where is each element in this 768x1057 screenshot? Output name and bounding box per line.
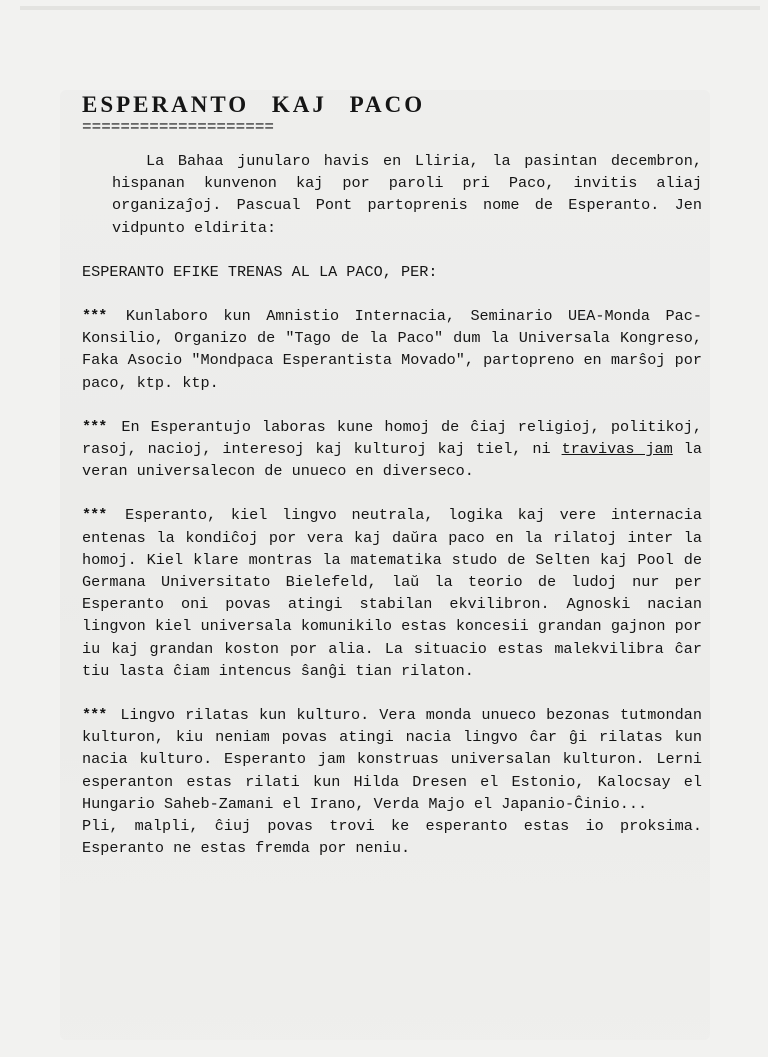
list-item: [82, 305, 702, 394]
list-item-text: En Esperantujo laboras kune homoj de ĉiaj religioj, politikoj, rasoj, nacioj, interesoj kaj kulturoj kaj tiel, ni: [82, 417, 702, 459]
list-item-text: Kunlaboro kun Amnistio Internacia, Seminario UEA-Monda Pac-Konsilio, Organizo de "Tago de la Paco" dum la Universala Kongreso, Faka Asocio "Mondpaca Esperantista Movado", partopreno en marŝoj por paco, ktp. ktp.: [82, 307, 702, 392]
list-item: [82, 704, 702, 815]
list-item-text: Lingvo rilatas kun kulturo. Vera monda unueco bezonas tutmondan kulturon, kiu neniam povas atingi nacia lingvo ĉar ĝi rilatas kun nacia kulturo. Esperanto jam konstruas universalan kulturon. Lerni esperanton estas rilati kun Hilda Dresen el Estonio, Kalocsay el Hungario Saheb-Zamani el Irano, Verda Majo el Japanio-Ĉinio...: [82, 706, 702, 813]
list-item-text: Esperanto, kiel lingvo neutrala, logika kaj vere internacia entenas la kondiĉoj por vera kaj daŭra paco en la rilatoj inter la homoj. Kiel klare montras la matematika studo de Selten kaj Pool de Germana Universitato Bielefeld, laŭ la teorio de ludoj nur per Esperanto oni povas atingi stabilan ekvilibron. Agnoski nacian lingvon kiel universala komunikilo estas koncesii grandan gajnon por iu kaj grandan koston por alia. La situacio estas malekvilibra ĉar tiu lasta ĉiam intencus ŝanĝi tian rilaton.: [82, 506, 702, 680]
article: [82, 92, 702, 859]
list-item-text: la veran universalecon de unueco en diverseco.: [82, 440, 702, 481]
list-item: [82, 504, 702, 682]
underlined-phrase: travivas jam: [561, 440, 673, 459]
intro-paragraph: La Bahaa junularo havis en Lliria, la pasintan decembron, hispanan kunvenon kaj por paroli pri Paco, invitis aliaj organizaĵoj. Pascual Pont partoprenis nome de Esperanto. Jen vidpunto eldirita:: [112, 152, 702, 237]
bullet-marker: ***: [82, 307, 107, 326]
bullet-marker: ***: [82, 417, 107, 436]
article-title: ESPERANTO KAJ PACO: [82, 92, 426, 117]
bullet-marker: ***: [82, 506, 107, 525]
closing-text: Pli, malpli, ĉiuj povas trovi ke esperanto estas io proksima. Esperanto ne estas fremda por neniu.: [82, 817, 702, 858]
bullet-marker: ***: [82, 706, 107, 725]
list-item: [82, 416, 702, 483]
page-top-shadow: [20, 6, 760, 10]
section-heading: ESPERANTO EFIKE TRENAS AL LA PACO, PER:: [82, 262, 438, 281]
title-underline: ====================: [82, 120, 275, 134]
